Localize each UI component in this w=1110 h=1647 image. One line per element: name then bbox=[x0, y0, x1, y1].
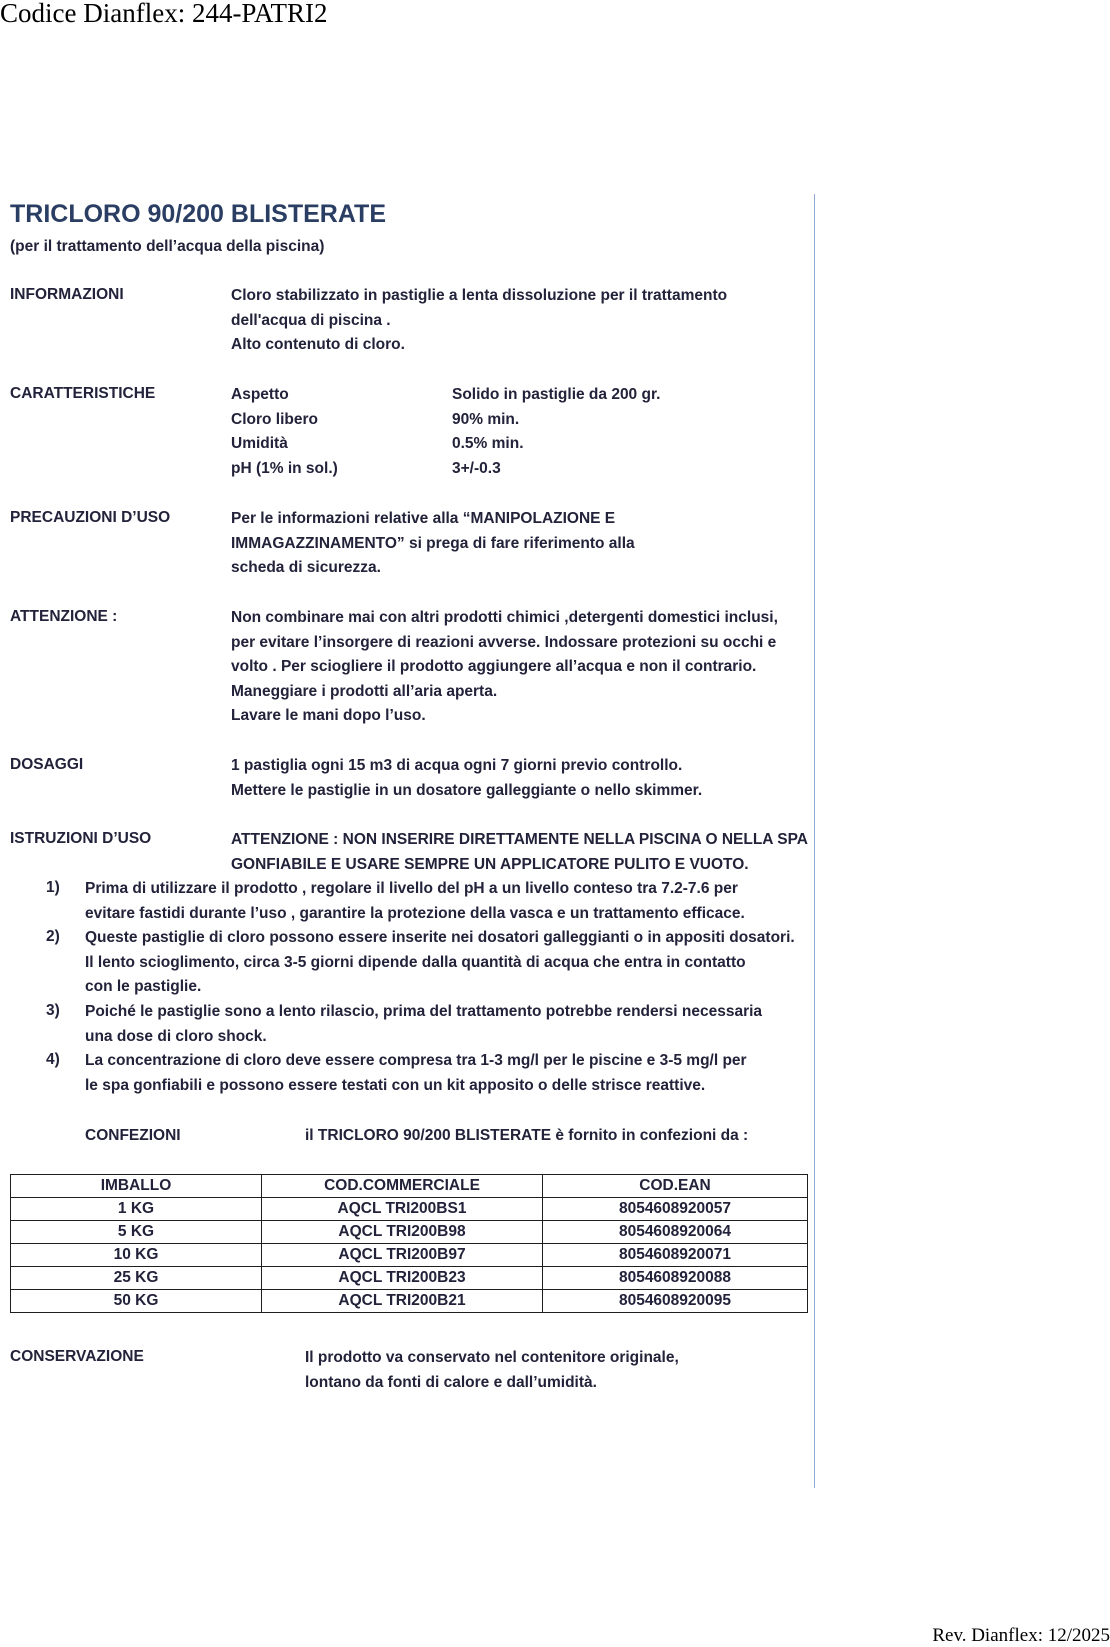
characteristic-value: 3+/-0.3 bbox=[452, 459, 501, 477]
column-header-imballo: IMBALLO bbox=[11, 1175, 262, 1198]
revision-footer: Rev. Dianflex: 12/2025 bbox=[932, 1625, 1110, 1646]
cell-cod-commerciale: AQCL TRI200B97 bbox=[262, 1244, 543, 1267]
characteristic-name: pH (1% in sol.) bbox=[231, 459, 338, 477]
step-text bbox=[85, 1000, 762, 1049]
text-line: per evitare l’insorgere di reazioni avverse. Indossare protezioni su occhi e bbox=[231, 633, 777, 651]
cell-cod-ean: 8054608920064 bbox=[543, 1221, 808, 1244]
section-label-caratteristiche: CARATTERISTICHE bbox=[10, 385, 156, 402]
cell-cod-commerciale: AQCL TRI200B98 bbox=[262, 1221, 543, 1244]
section-label-conservazione: CONSERVAZIONE bbox=[10, 1348, 144, 1365]
column-header-cod-ean: COD.EAN bbox=[543, 1175, 808, 1198]
cell-imballo: 25 KG bbox=[11, 1267, 262, 1290]
step-number: 3) bbox=[46, 1002, 60, 1019]
text-line: una dose di cloro shock. bbox=[85, 1027, 267, 1045]
section-label-attenzione: ATTENZIONE : bbox=[10, 608, 118, 625]
characteristic-value: 0.5% min. bbox=[452, 435, 524, 453]
cell-cod-commerciale: AQCL TRI200BS1 bbox=[262, 1198, 543, 1221]
cell-cod-commerciale: AQCL TRI200B23 bbox=[262, 1267, 543, 1290]
section-label-dosaggi: DOSAGGI bbox=[10, 756, 84, 773]
section-body-dosaggi bbox=[231, 754, 702, 803]
text-line: Poiché le pastiglie sono a lento rilascio, prima del trattamento potrebbe rendersi necessaria bbox=[85, 1003, 763, 1020]
step-number: 1) bbox=[46, 879, 60, 896]
text-line: Per le informazioni relative alla “MANIPOLAZIONE E bbox=[231, 510, 616, 527]
table-row bbox=[11, 1290, 808, 1313]
text-line: Lavare le mani dopo l’uso. bbox=[231, 707, 426, 725]
cell-imballo: 1 KG bbox=[11, 1198, 262, 1221]
text-line: IMMAGAZZINAMENTO” si prega di fare riferimento alla bbox=[231, 534, 635, 552]
product-subtitle: (per il trattamento dell’acqua della piscina) bbox=[10, 238, 325, 255]
product-title: TRICLORO 90/200 BLISTERATE bbox=[10, 200, 386, 228]
cell-imballo: 5 KG bbox=[11, 1221, 262, 1244]
table-row bbox=[11, 1221, 808, 1244]
text-line: ATTENZIONE : NON INSERIRE DIRETTAMENTE NELLA PISCINA O NELLA SPA bbox=[231, 831, 808, 848]
characteristic-name: Umidità bbox=[231, 435, 288, 453]
cell-cod-ean: 8054608920088 bbox=[543, 1267, 808, 1290]
text-line: Mettere le pastiglie in un dosatore galleggiante o nello skimmer. bbox=[231, 781, 703, 799]
text-line: Alto contenuto di cloro. bbox=[231, 336, 405, 354]
section-body-precauzioni bbox=[231, 507, 635, 581]
cell-cod-ean: 8054608920095 bbox=[543, 1290, 808, 1313]
table-header-row bbox=[11, 1175, 808, 1198]
characteristic-value: 90% min. bbox=[452, 410, 520, 428]
text-line: dell'acqua di piscina . bbox=[231, 311, 391, 329]
cell-cod-commerciale: AQCL TRI200B21 bbox=[262, 1290, 543, 1313]
cell-imballo: 50 KG bbox=[11, 1290, 262, 1313]
text-line: 1 pastiglia ogni 15 m3 di acqua ogni 7 giorni previo controllo. bbox=[231, 757, 683, 774]
section-body-informazioni bbox=[231, 284, 727, 358]
packaging-table bbox=[10, 1174, 808, 1313]
section-body-attenzione bbox=[231, 606, 778, 729]
document-code: Codice Dianflex: 244-PATRI2 bbox=[0, 0, 328, 28]
section-label-istruzioni: ISTRUZIONI D’USO bbox=[10, 830, 152, 847]
text-line: Maneggiare i prodotti all’aria aperta. bbox=[231, 682, 498, 700]
step-text bbox=[85, 1049, 747, 1098]
usage-warning bbox=[231, 828, 808, 877]
text-line: Cloro stabilizzato in pastiglie a lenta dissoluzione per il trattamento bbox=[231, 287, 728, 304]
text-line: Il prodotto va conservato nel contenitore originale, bbox=[305, 1349, 679, 1366]
step-text bbox=[85, 926, 795, 1000]
step-number: 4) bbox=[46, 1051, 60, 1068]
step-text bbox=[85, 877, 745, 926]
text-line: con le pastiglie. bbox=[85, 978, 202, 996]
section-label-informazioni: INFORMAZIONI bbox=[10, 286, 124, 303]
section-label-precauzioni: PRECAUZIONI D’USO bbox=[10, 509, 171, 526]
step-number: 2) bbox=[46, 928, 60, 945]
text-line: volto . Per sciogliere il prodotto aggiungere all’acqua e non il contrario. bbox=[231, 658, 757, 676]
cell-cod-ean: 8054608920071 bbox=[543, 1244, 808, 1267]
characteristics-names bbox=[231, 383, 338, 481]
characteristic-value: Solido in pastiglie da 200 gr. bbox=[452, 386, 661, 403]
characteristic-name: Cloro libero bbox=[231, 410, 318, 428]
text-line: le spa gonfiabili e possono essere testati con un kit apposito o delle strisce reattive. bbox=[85, 1076, 706, 1094]
cell-imballo: 10 KG bbox=[11, 1244, 262, 1267]
section-body-conservazione bbox=[305, 1346, 679, 1395]
text-line: GONFIABILE E USARE SEMPRE UN APPLICATORE PULITO E VUOTO. bbox=[231, 855, 749, 873]
text-line: La concentrazione di cloro deve essere compresa tra 1-3 mg/l per le piscine e 3-5 mg/l per bbox=[85, 1052, 747, 1069]
margin-rule bbox=[814, 194, 815, 1488]
table-row bbox=[11, 1267, 808, 1290]
text-line: Il lento scioglimento, circa 3-5 giorni dipende dalla quantità di acqua che entra in contatto bbox=[85, 953, 746, 971]
section-label-confezioni: CONFEZIONI bbox=[85, 1127, 181, 1144]
table-row bbox=[11, 1198, 808, 1221]
text-line: lontano da fonti di calore e dall’umidità. bbox=[305, 1373, 597, 1391]
table-row bbox=[11, 1244, 808, 1267]
text-line: Prima di utilizzare il prodotto , regolare il livello del pH a un livello conteso tra 7.2-7.6 per bbox=[85, 880, 738, 897]
text-line: evitare fastidi durante l’uso , garantire la protezione della vasca e un trattamento efficace. bbox=[85, 904, 745, 922]
packaging-intro: il TRICLORO 90/200 BLISTERATE è fornito in confezioni da : bbox=[305, 1127, 749, 1144]
cell-cod-ean: 8054608920057 bbox=[543, 1198, 808, 1221]
column-header-cod-commerciale: COD.COMMERCIALE bbox=[262, 1175, 543, 1198]
characteristic-name: Aspetto bbox=[231, 386, 289, 403]
text-line: scheda di sicurezza. bbox=[231, 559, 381, 577]
text-line: Non combinare mai con altri prodotti chimici ,detergenti domestici inclusi, bbox=[231, 609, 778, 626]
characteristics-values bbox=[452, 383, 660, 481]
text-line: Queste pastiglie di cloro possono essere inserite nei dosatori galleggianti o in appositi dosatori. bbox=[85, 929, 795, 946]
